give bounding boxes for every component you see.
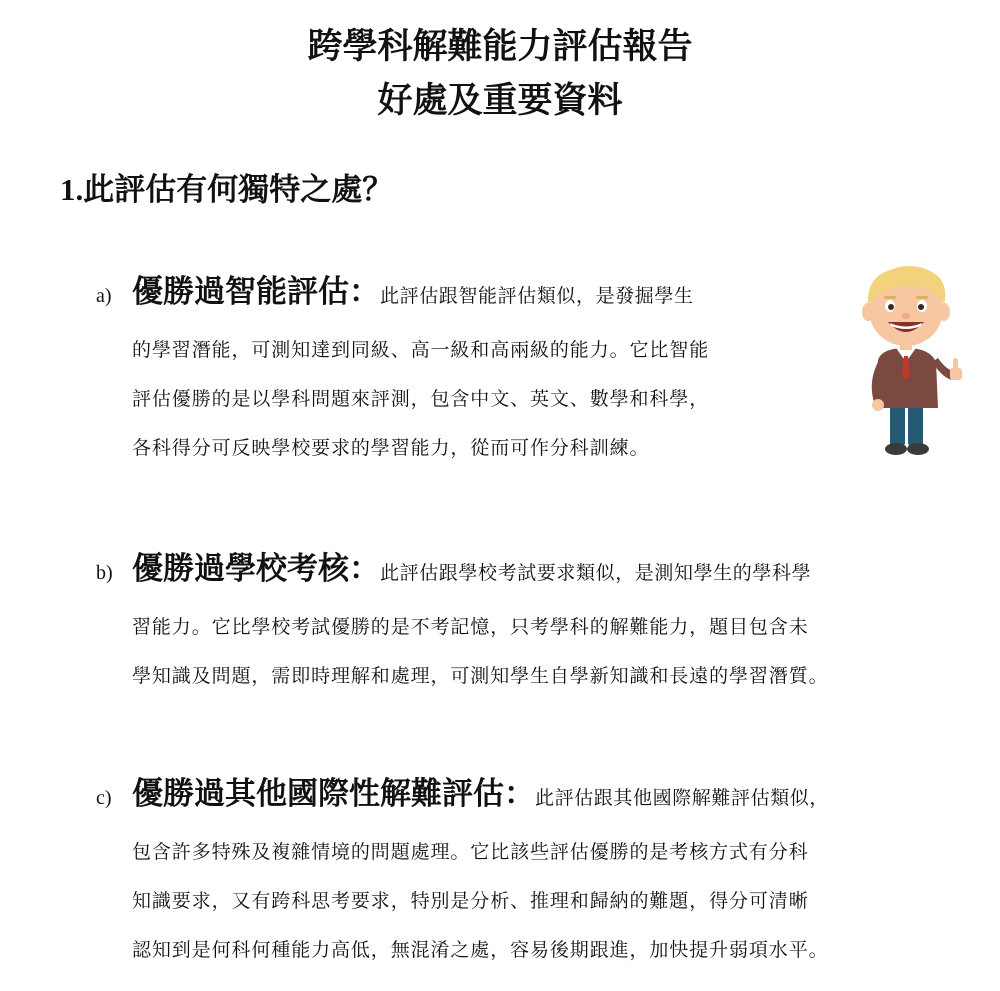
item-b-first-line <box>96 545 956 593</box>
left-pupil <box>888 304 894 310</box>
item-b-line: 學知識及問題，需即時理解和處理，可測知學生自學新知識和長遠的學習潛質。 <box>132 665 829 687</box>
item-c-line: 認知到是何科何種能力高低，無混淆之處，容易後期跟進，加快提升弱項水平。 <box>132 939 829 961</box>
item-b-marker: b) <box>96 562 113 584</box>
left-brow <box>884 296 896 299</box>
thumb-up-icon <box>953 358 958 370</box>
left-shoe <box>885 443 907 455</box>
item-a-heading: 優勝過智能評估： <box>132 274 380 310</box>
item-c-heading: 優勝過其他國際性解難評估： <box>132 776 535 812</box>
right-pupil <box>918 304 924 310</box>
item-a-line: 各科得分可反映學校要求的學習能力，從而可作分科訓練。 <box>132 437 650 459</box>
left-hand <box>872 399 884 411</box>
item-a <box>96 268 956 473</box>
section-number: 1. <box>60 172 84 207</box>
right-leg <box>908 402 923 446</box>
item-c-first-line <box>96 770 956 818</box>
section-heading <box>60 168 393 212</box>
item-b-line: 習能力。它比學校考試優勝的是不考記憶，只考學科的解難能力，題目包含未 <box>132 616 809 638</box>
item-c-line: 知識要求，又有跨科思考要求，特別是分析、推理和歸納的難題，得分可清晰 <box>132 890 809 912</box>
item-b <box>96 545 956 701</box>
right-brow <box>916 296 928 299</box>
item-a-first-line <box>96 268 956 316</box>
item-c-marker: c) <box>96 787 112 809</box>
report-title: 跨學科解難能力評估報告 <box>307 27 693 67</box>
nose <box>902 313 910 319</box>
item-a-lead: 此評估跟智能評估類似，是發掘學生 <box>380 285 694 307</box>
item-c-lead: 此評估跟其他國際解難評估類似， <box>535 787 830 809</box>
left-leg <box>890 402 905 446</box>
item-a-line: 評估優勝的是以學科問題來評測，包含中文、英文、數學和科學， <box>132 388 710 410</box>
item-b-lead: 此評估跟學校考試要求類似，是測知學生的學科學 <box>380 562 812 584</box>
section-title: 此評估有何獨特之處？ <box>83 172 394 208</box>
item-a-line: 的學習潛能，可測知達到同級、高一級和高兩級的能力。它比智能 <box>132 339 710 361</box>
item-c <box>96 770 956 975</box>
report-subtitle: 好處及重要資料 <box>377 81 623 121</box>
right-shoe <box>907 443 929 455</box>
thumbs-up-teacher-illustration <box>848 262 968 458</box>
item-c-line: 包含許多特殊及複雜情境的問題處理。它比該些評估優勝的是考核方式有分科 <box>132 841 809 863</box>
item-b-heading: 優勝過學校考核： <box>132 551 380 587</box>
item-a-marker: a) <box>96 285 112 307</box>
